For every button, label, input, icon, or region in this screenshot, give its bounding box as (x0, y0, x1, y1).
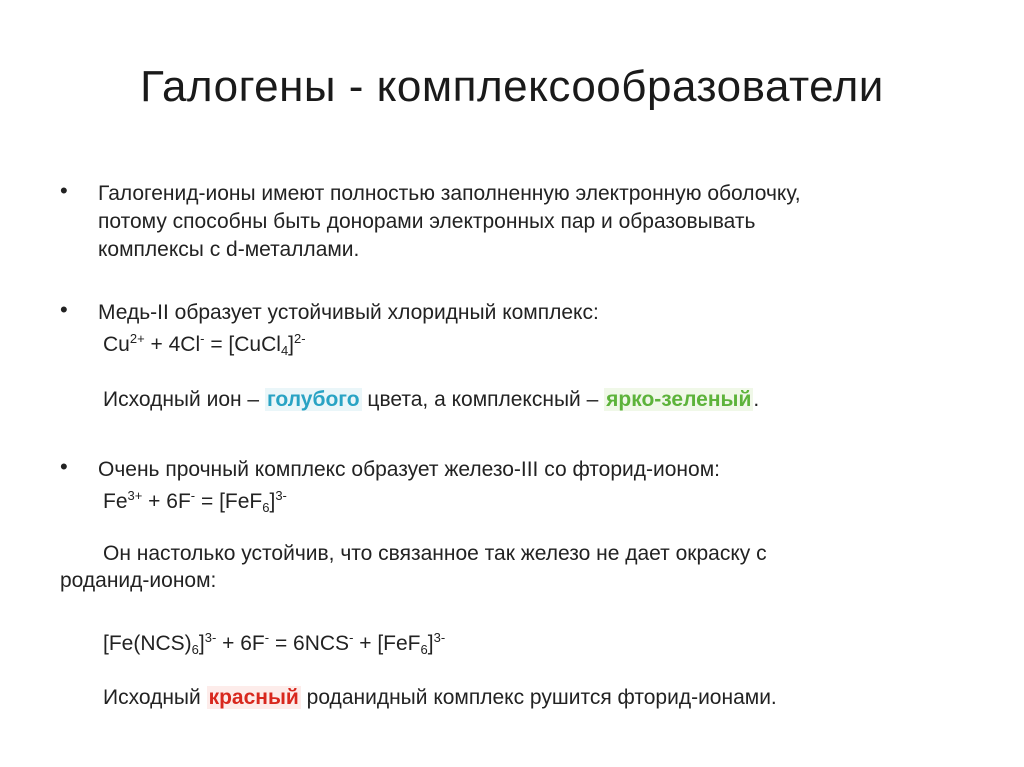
highlight-blue: голубого (266, 388, 360, 411)
bullet-marker: • (60, 297, 68, 322)
red-complex-note: Исходный красный роданидный комплекс рушится фторид-ионами. (103, 686, 777, 709)
bullet-3-text: Очень прочный комплекс образует железо-III со фторид-ионом: (98, 458, 720, 481)
stability-paragraph-line-1: Он настолько устойчив, что связанное так железо не дает окраску с (103, 542, 767, 565)
bullet-1-line-1: Галогенид-ионы имеют полностью заполненную электронную оболочку, (98, 182, 801, 205)
bullet-2-text: Медь-II образует устойчивый хлоридный комплекс: (98, 301, 599, 324)
copper-color-note: Исходный ион – голубого цвета, а комплексный – ярко-зеленый. (103, 388, 760, 411)
bullet-marker: • (60, 178, 68, 203)
bullet-1-line-2: потому способны быть донорами электронных пар и образовывать (98, 210, 756, 233)
bullet-marker: • (60, 454, 68, 479)
copper-chloride-equation: $Cu^{2+} + 4Cl^-$ = [CuCl$_4$]$^{2-}$ (103, 331, 306, 358)
thiocyanate-reaction-equation: $[Fe(NCS)_6]^{3-} + 6F^- = 6NCS^- + [FeF_6]^{3-}$ (103, 630, 446, 657)
bullet-1-line-3: комплексы с d-металлами. (98, 238, 360, 261)
iron-fluoride-equation: $Fe^{3+} + 6F^- = [FeF_6]^{3-}$ (103, 488, 287, 515)
highlight-red: красный (208, 686, 299, 709)
highlight-green: ярко-зеленый (606, 388, 752, 411)
slide-title: Галогены - комплексообразователи (140, 62, 884, 111)
stability-paragraph-line-2: роданид-ионом: (60, 569, 217, 592)
